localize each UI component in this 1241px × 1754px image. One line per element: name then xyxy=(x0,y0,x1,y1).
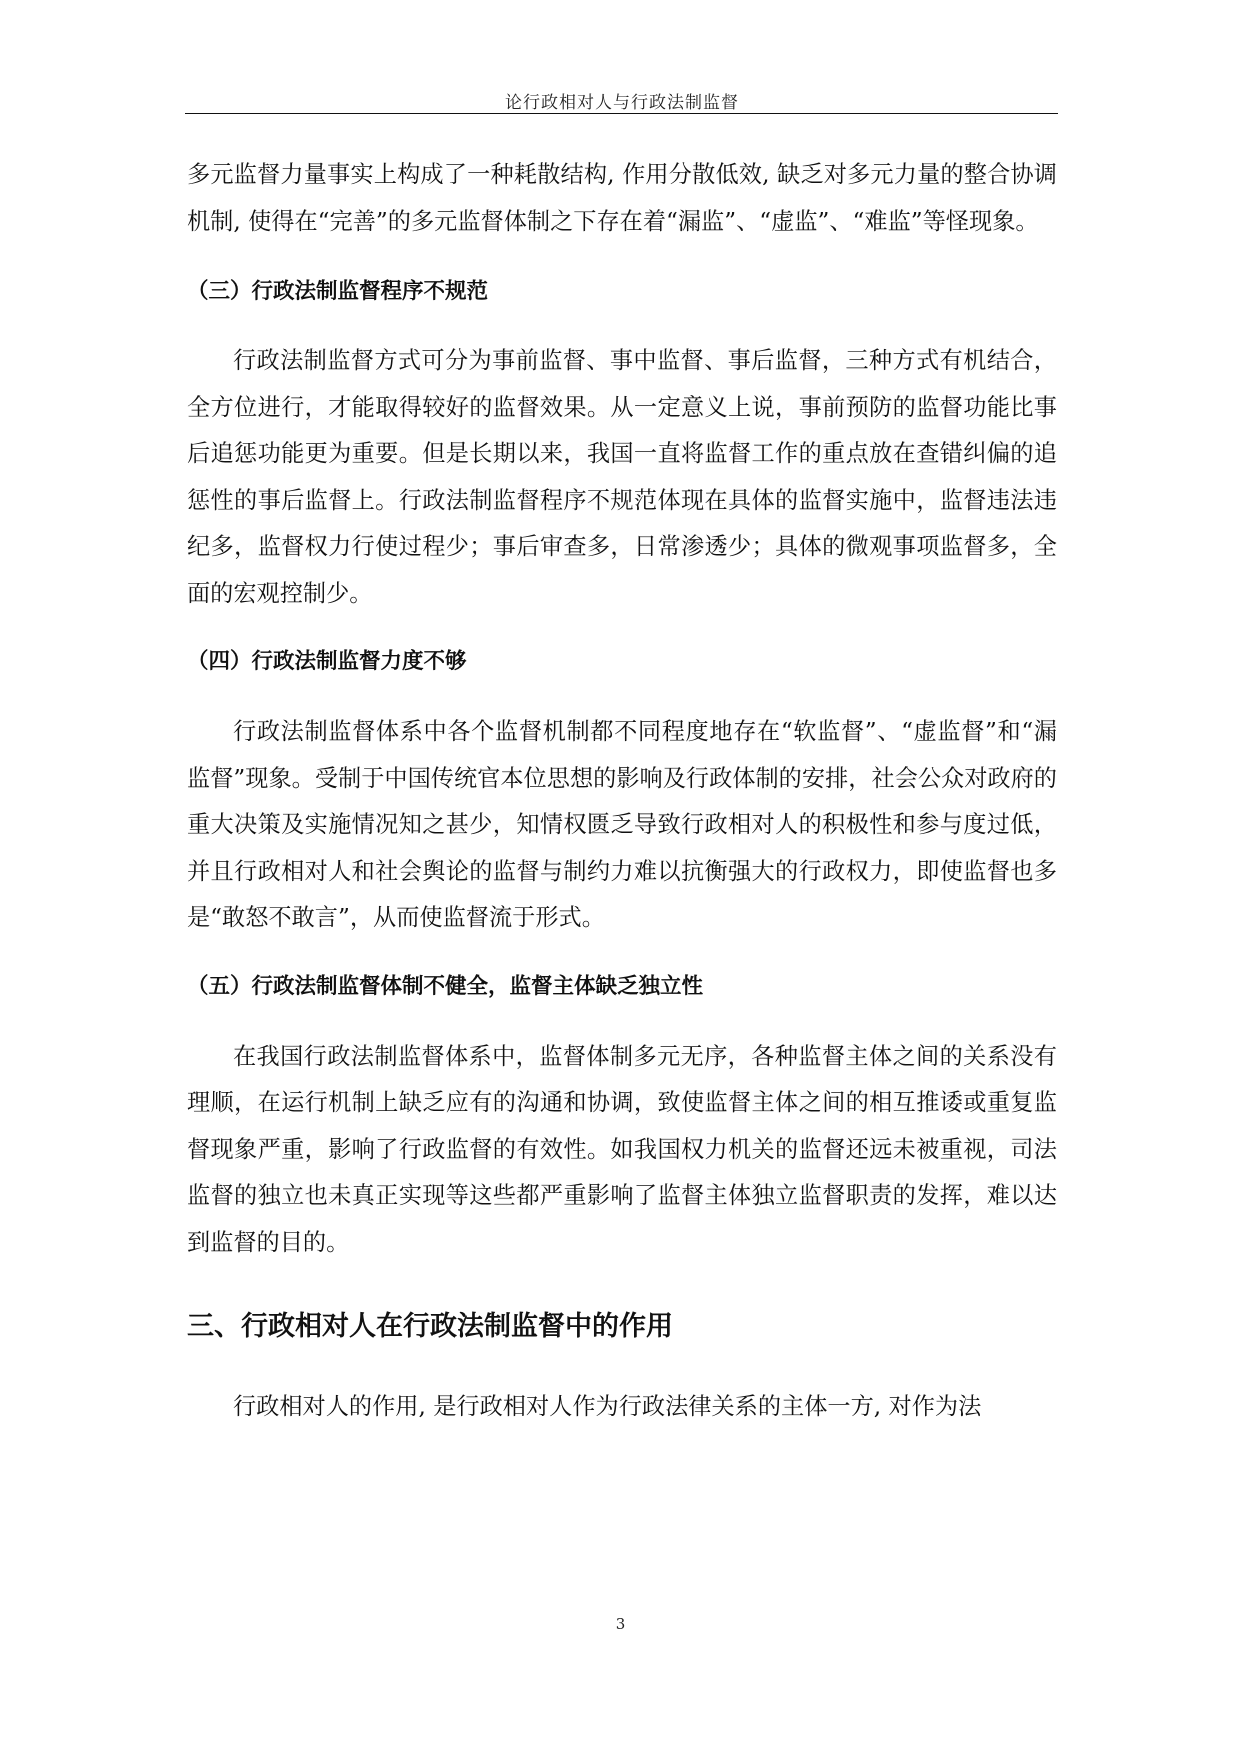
running-header: 论行政相对人与行政法制监督 xyxy=(505,93,739,113)
paragraph-supervision-methods: 行政法制监督方式可分为事前监督、事中监督、事后监督，三种方式有机结合，全方位进行，才能取得较好的监督效果。从一定意义上说，事前预防的监督功能比事后追惩功能更为重要。但是长期以来，我国一直将监督工作的重点放在查错纠偏的追惩性的事后监督上。行政法制监督程序不规范体现在具体的监督实施中，监督违法违纪多，监督权力行使过程少；事后审查多，日常渗透少；具体的微观事项监督多，全面的宏观控制少。 xyxy=(187,347,1057,607)
header-rule xyxy=(185,113,1058,114)
page-body xyxy=(187,152,1057,1431)
paragraph-role-intro: 行政相对人的作用, 是行政相对人作为行政法律关系的主体一方, 对作为法 xyxy=(233,1393,982,1420)
section-heading-5: （五）行政法制监督体制不健全，监督主体缺乏独立性 xyxy=(187,973,704,999)
chapter-heading: 三、行政相对人在行政法制监督中的作用 xyxy=(187,1311,673,1342)
section-heading-3: （三）行政法制监督程序不规范 xyxy=(187,279,489,304)
section-heading-4: （四）行政法制监督力度不够 xyxy=(187,649,467,674)
paragraph-continued: 多元监督力量事实上构成了一种耗散结构, 作用分散低效, 缺乏对多元力量的整合协调机制, 使得在“完善”的多元监督体制之下存在着“漏监”、“虚监”、“难监”等怪现象。 xyxy=(187,161,1057,235)
page-number: 3 xyxy=(615,1615,626,1633)
paragraph-supervision-system: 在我国行政法制监督体系中，监督体制多元无序，各种监督主体之间的关系没有理顺，在运行机制上缺乏应有的沟通和协调，致使监督主体之间的相互推诿或重复监督现象严重，影响了行政监督的有效性。如我国权力机关的监督还远未被重视，司法监督的独立也未真正实现等这些都严重影响了监督主体独立监督职责的发挥，难以达到监督的目的。 xyxy=(187,1042,1057,1256)
paragraph-supervision-strength: 行政法制监督体系中各个监督机制都不同程度地存在“软监督”、“虚监督”和“漏监督”现象。受制于中国传统官本位思想的影响及行政体制的安排，社会公众对政府的重大决策及实施情况知之甚少，知情权匮乏导致行政相对人的积极性和参与度过低，并且行政相对人和社会舆论的监督与制约力难以抗衡强大的行政权力，即使监督也多是“敢怒不敢言”，从而使监督流于形式。 xyxy=(187,718,1057,931)
